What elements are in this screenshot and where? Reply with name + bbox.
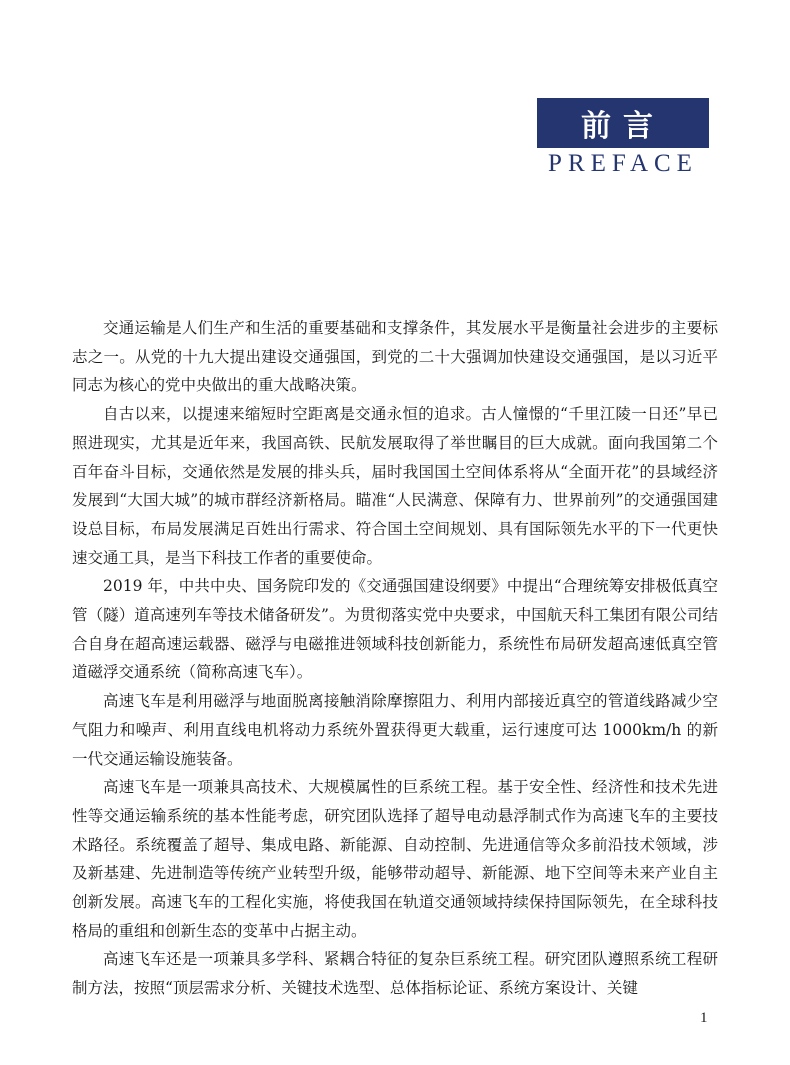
body-text [72,314,718,1003]
page-number: 1 [700,1010,708,1026]
paragraph: 高速飞车还是一项兼具多学科、紧耦合特征的复杂巨系统工程。研究团队遵照系统工程研制方法，按照“顶层需求分析、关键技术选型、总体指标论证、系统方案设计、关键 [72,950,718,998]
paragraph: 2019 年，中共中央、国务院印发的《交通强国建设纲要》中提出“合理统筹安排极低真空管（隧）道高速列车等技术储备研发”。为贯彻落实党中央要求，中国航天科工集团有限公司结合自身在超高速运载器、磁浮与电磁推进领域科技创新能力，系统性布局研发超高速低真空管道磁浮交通系统（简称高速飞车）。 [72,577,718,682]
paragraph: 高速飞车是利用磁浮与地面脱离接触消除摩擦阻力、利用内部接近真空的管道线路减少空气阻力和噪声、利用直线电机将动力系统外置获得更大载重，运行速度可达 1000km/h 的新一代交通运输设施装备。 [72,692,718,768]
paragraph: 自古以来，以提速来缩短时空距离是交通永恒的追求。古人憧憬的“千里江陵一日还”早已照进现实，尤其是近年来，我国高铁、民航发展取得了举世瞩目的巨大成就。面向我国第二个百年奋斗目标，交通依然是发展的排头兵，届时我国国土空间体系将从“全面开花”的县域经济发展到“大国大城”的城市群经济新格局。瞄准“人民满意、保障有力、世界前列”的交通强国建设总目标，布局发展满足百姓出行需求、符合国土空间规划、具有国际领先水平的下一代更快速交通工具，是当下科技工作者的重要使命。 [72,405,718,567]
chapter-subtitle: PREFACE [548,150,698,177]
paragraph: 交通运输是人们生产和生活的重要基础和支撑条件，其发展水平是衡量社会进步的主要标志之一。从党的十九大提出建设交通强国，到党的二十大强调加快建设交通强国，是以习近平同志为核心的党中央做出的重大战略决策。 [72,319,718,395]
paragraph: 高速飞车是一项兼具高技术、大规模属性的巨系统工程。基于安全性、经济性和技术先进性等交通运输系统的基本性能考虑，研究团队选择了超导电动悬浮制式作为高速飞车的主要技术路径。系统覆盖了超导、集成电路、新能源、自动控制、先进通信等众多前沿技术领域，涉及新基建、先进制造等传统产业转型升级，能够带动超导、新能源、地下空间等未来产业自主创新发展。高速飞车的工程化实施，将使我国在轨道交通领域持续保持国际领先，在全球科技格局的重组和创新生态的变革中占据主动。 [72,778,718,940]
chapter-title: 前言 [537,98,709,148]
